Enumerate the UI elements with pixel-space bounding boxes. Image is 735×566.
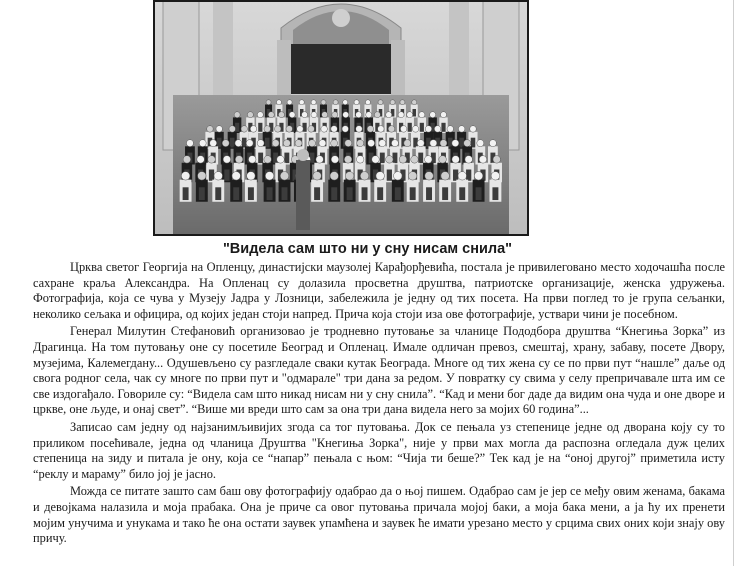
figure-head xyxy=(235,156,243,164)
figure-head xyxy=(491,172,500,181)
figure-head xyxy=(232,172,241,181)
group-photo xyxy=(153,0,529,236)
figure-head xyxy=(345,172,354,181)
figure-head xyxy=(344,156,352,164)
figure-head xyxy=(197,156,205,164)
figure-head xyxy=(477,140,484,147)
figure-head xyxy=(222,140,229,147)
figure-apron xyxy=(224,170,229,181)
figure-head xyxy=(356,156,364,164)
figure-head xyxy=(342,126,349,133)
paragraph-3: Записао сам једну од најзанимљивијих згода са тог путовања. Док се пењала уз степенице једне од дворана коју су то приликом посећивале, једна од чланица Друштва "Кнегиња Зорка", није у први мах могла да распозна огледала дуж целих степеница на зиду и питала је ону, која се “напар” пењала с њом: “Чија ти беше?” Тек кад је на “оној другој” приметила исту “реклу и мараму” било јој је јасно. xyxy=(33,419,725,481)
figure-head xyxy=(289,112,295,118)
figure-head xyxy=(458,126,465,133)
figure-head xyxy=(229,126,236,133)
figure-apron xyxy=(377,187,383,200)
figure-head xyxy=(367,126,374,133)
figure-head xyxy=(419,112,425,118)
figure-apron xyxy=(284,153,289,164)
figure-head xyxy=(257,112,263,118)
officer-head xyxy=(297,149,309,161)
figure-head xyxy=(247,112,253,118)
article-body xyxy=(33,260,725,547)
figure-head xyxy=(470,126,477,133)
figure-apron xyxy=(331,187,337,200)
figure-apron xyxy=(492,187,498,200)
paragraph-4: Можда се питате зашто сам баш ову фотографију одабрао да о њој пишем. Одабрао сам је јер се међу овим женама, бакама и девојкама налазила и моја прабака. Она је приче са овог путовања причала мојој баки, а моја бака мени, а ја ћу их пренети мојим унучима и унукама и тако ће она остати заувек упамћена и заувек ће имати урезано место у срцима свих оних који знају ову причу. xyxy=(33,484,725,546)
figure-apron xyxy=(395,187,401,200)
figure-head xyxy=(400,126,407,133)
figure-head xyxy=(278,112,284,118)
figure-head xyxy=(287,100,292,105)
figure-head xyxy=(390,100,395,105)
figure-head xyxy=(391,140,398,147)
figure-apron xyxy=(441,123,445,132)
figure-head xyxy=(399,156,407,164)
figure-apron xyxy=(387,170,392,181)
figure-head xyxy=(257,140,264,147)
figure-apron xyxy=(442,187,448,200)
figure-head xyxy=(378,100,383,105)
figure-head xyxy=(366,112,372,118)
figure-head xyxy=(283,140,290,147)
figure-head xyxy=(183,156,191,164)
figure-apron xyxy=(199,187,205,200)
figure-apron xyxy=(380,153,385,164)
figure-head xyxy=(248,156,256,164)
figure-apron xyxy=(418,153,423,164)
figure-apron xyxy=(466,170,471,181)
figure-apron xyxy=(410,187,416,200)
figure-head xyxy=(319,140,326,147)
figure-head xyxy=(417,140,424,147)
figure-head xyxy=(425,172,434,181)
figure-head xyxy=(264,156,272,164)
figure-apron xyxy=(233,187,239,200)
figure-head xyxy=(404,140,411,147)
figure-head xyxy=(357,140,364,147)
figure-apron xyxy=(265,138,270,148)
figure-head xyxy=(235,140,242,147)
figure-head xyxy=(276,100,281,105)
figure-head xyxy=(378,126,385,133)
figure-head xyxy=(425,156,433,164)
figure-head xyxy=(440,140,447,147)
figure-apron xyxy=(215,187,221,200)
figure-apron xyxy=(302,123,306,132)
figure-head xyxy=(272,140,279,147)
figure-head xyxy=(265,172,274,181)
figure-head xyxy=(386,112,392,118)
figure-apron xyxy=(412,109,416,117)
figure-head xyxy=(264,126,271,133)
figure-head xyxy=(452,156,460,164)
figure-apron xyxy=(471,138,476,148)
figure-head xyxy=(308,126,315,133)
figure-apron xyxy=(230,138,235,148)
figure-head xyxy=(465,156,473,164)
figure-head xyxy=(345,140,352,147)
paragraph-2: Генерал Милутин Стефановић организовао је тродневно путовање за чланице Пододбора друштва “Кнегиња Зорка” из Драгинца. На том путовању оне су посетиле Београд и Опленац. Имале одличан превоз, смештај, храну, забаву, посете Двору, музејима, Калемегдану... Одушевљено су разгледале сваки кутак Београда. Многе од тих жена су се по први пут “нашле” даље од свога родног села, чак су многе по први пут и "одмарале" три дана за редом. У повратку су свима у селу препричавале шта им се све издогађало. Говориле су: “Видела сам што никад нисам ни у сну снила”. “Кад и мени бог даде да видим она чуда и оне дворе и цркве, оне људе, и онај свет”. “Више ми вреди што сам за она три дана видела него за мојих 60 година”... xyxy=(33,324,725,417)
figure-head xyxy=(439,156,447,164)
figure-head xyxy=(368,140,375,147)
figure-head xyxy=(474,172,483,181)
figure-apron xyxy=(217,138,222,148)
article-title: "Видела сам што ни у сну нисам снила" xyxy=(222,241,513,257)
figure-apron xyxy=(476,187,482,200)
figure-head xyxy=(330,172,339,181)
figure-head xyxy=(246,140,253,147)
figure-head xyxy=(250,126,257,133)
figure-head xyxy=(441,112,447,118)
figure-apron xyxy=(453,170,458,181)
figure-apron xyxy=(267,187,273,200)
figure-head xyxy=(302,112,308,118)
figure-apron xyxy=(392,153,397,164)
figure-head xyxy=(441,172,450,181)
figure-apron xyxy=(362,187,368,200)
figure-apron xyxy=(420,123,424,132)
figure-head xyxy=(408,172,417,181)
figure-head xyxy=(379,140,386,147)
figure-head xyxy=(266,100,271,105)
figure-head xyxy=(295,140,302,147)
figure-head xyxy=(376,172,385,181)
figure-apron xyxy=(314,187,320,200)
figure-head xyxy=(214,172,223,181)
figure-head xyxy=(223,156,231,164)
figure-head xyxy=(372,156,380,164)
figure-head xyxy=(479,156,487,164)
figure-head xyxy=(356,112,362,118)
figure-head xyxy=(210,140,217,147)
figure-head xyxy=(493,156,501,164)
figure-head xyxy=(489,140,496,147)
figure-head xyxy=(333,100,338,105)
figure-head xyxy=(321,126,328,133)
figure-head xyxy=(394,172,403,181)
figure-head xyxy=(398,112,404,118)
figure-apron xyxy=(183,187,189,200)
figure-head xyxy=(365,100,370,105)
figure-head xyxy=(199,140,206,147)
figure-head xyxy=(343,100,348,105)
figure-head xyxy=(331,156,339,164)
figure-head xyxy=(280,172,289,181)
figure-head xyxy=(216,126,223,133)
figure-head xyxy=(331,140,338,147)
figure-head xyxy=(388,126,395,133)
figure-head xyxy=(186,140,193,147)
figure-head xyxy=(407,112,413,118)
figure-head xyxy=(234,112,240,118)
figure-apron xyxy=(459,138,464,148)
figure-head xyxy=(332,112,338,118)
figure-head xyxy=(311,100,316,105)
figure-apron xyxy=(258,153,263,164)
figure-head xyxy=(268,112,274,118)
figure-head xyxy=(412,126,419,133)
figure-head xyxy=(430,112,436,118)
figure-apron xyxy=(459,187,465,200)
figure-head xyxy=(360,172,369,181)
figure-head xyxy=(458,172,467,181)
figure-head xyxy=(354,100,359,105)
figure-head xyxy=(322,112,328,118)
figure-head xyxy=(430,140,437,147)
figure-head xyxy=(286,126,293,133)
figure-head xyxy=(247,172,256,181)
figure-apron xyxy=(426,187,432,200)
figure-head xyxy=(299,100,304,105)
figure-head xyxy=(452,140,459,147)
figure-head xyxy=(386,156,394,164)
figure-head xyxy=(321,100,326,105)
figure-head xyxy=(374,112,380,118)
figure-head xyxy=(411,156,419,164)
figure-head xyxy=(313,172,322,181)
figure-head xyxy=(241,126,248,133)
figure-head xyxy=(297,126,304,133)
figure-head xyxy=(356,126,363,133)
figure-head xyxy=(198,172,207,181)
figure-apron xyxy=(248,187,254,200)
figure-head xyxy=(425,126,432,133)
figure-head xyxy=(208,156,216,164)
officer-figure xyxy=(296,160,310,230)
figure-head xyxy=(308,140,315,147)
figure-head xyxy=(400,100,405,105)
figure-head xyxy=(274,126,281,133)
figure-apron xyxy=(282,187,288,200)
figure-apron xyxy=(242,138,247,148)
figure-head xyxy=(343,112,349,118)
figure-head xyxy=(464,140,471,147)
figure-head xyxy=(311,112,317,118)
figure-apron xyxy=(209,170,214,181)
figure-head xyxy=(181,172,190,181)
figure-head xyxy=(412,100,417,105)
figure-head xyxy=(331,126,338,133)
figure-head xyxy=(207,126,214,133)
figure-head xyxy=(434,126,441,133)
figure-apron xyxy=(258,123,262,132)
figure-apron xyxy=(347,187,353,200)
figure-apron xyxy=(235,123,239,132)
figure-head xyxy=(316,156,324,164)
figure-apron xyxy=(408,123,412,132)
paragraph-1: Црква светог Георгија на Опленцу, династијски маузолеј Карађорђевића, постала је привилеговано место ходочашћа после сахране краља Александра. На Опленац су долазила просветна друштва, патриотске организације, женска удружења. Фотографија, која се чува у Музеју Јадра у Лозници, забележила је једну од тих посета. На први поглед то је група сељанки, неколико сељака и официра, од којих један стоји напред. Прича која стоји иза ове фотографије, уствари чини је посебном. xyxy=(33,260,725,321)
figure-head xyxy=(277,156,285,164)
figure-head xyxy=(447,126,454,133)
